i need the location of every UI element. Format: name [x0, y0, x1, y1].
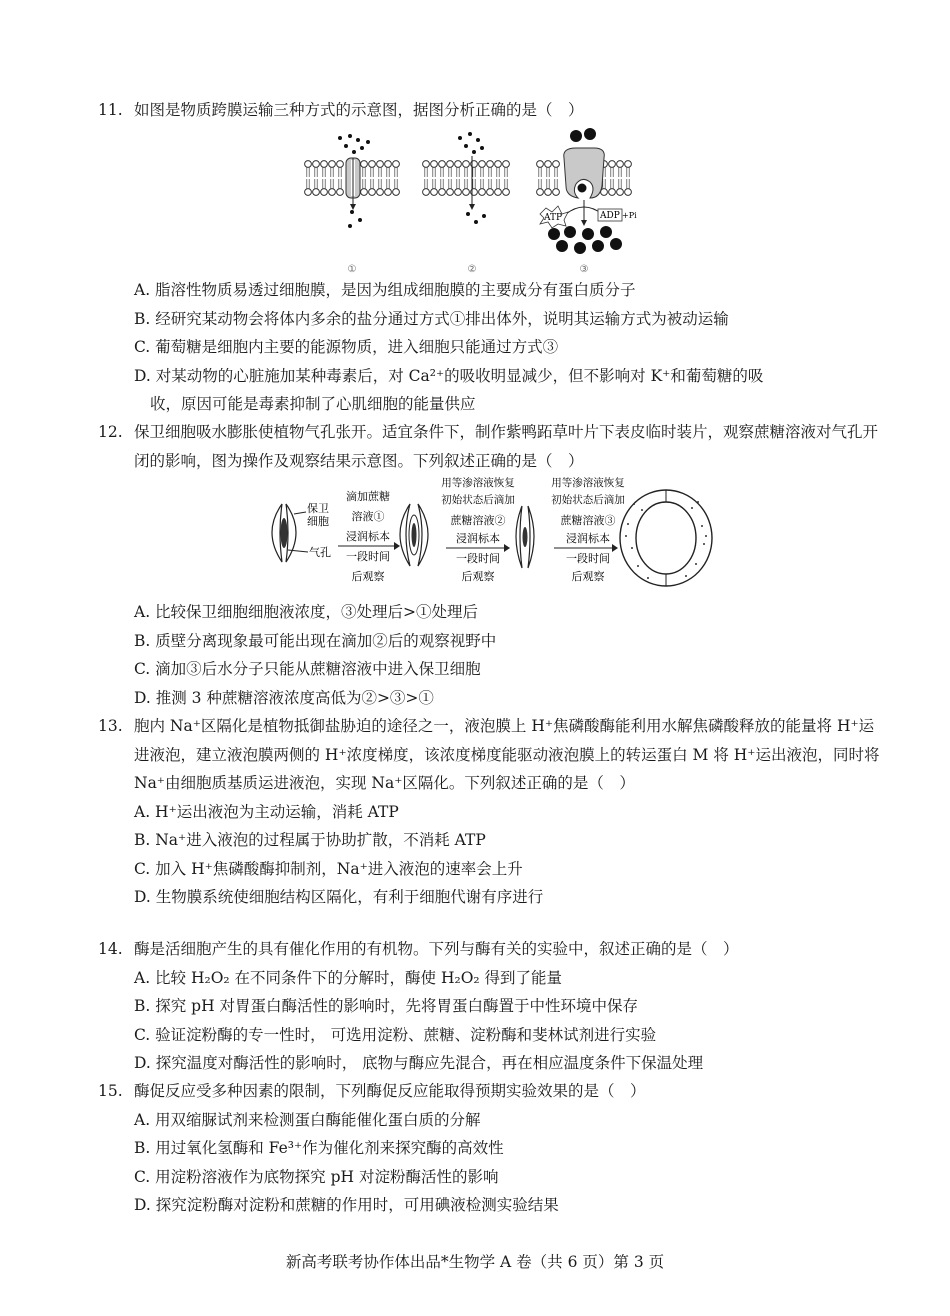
question-number: 11. — [98, 101, 123, 119]
option-a[interactable]: A. 用双缩脲试剂来检测蛋白酶能催化蛋白质的分解 — [134, 1110, 481, 1129]
option-b[interactable]: B. 探究 pH 对胃蛋白酶活性的影响时，先将胃蛋白酶置于中性环境中保存 — [134, 997, 639, 1015]
molecules-3 — [548, 226, 622, 254]
atp-label: ATP — [544, 213, 563, 223]
figure-label-1: ① — [347, 264, 357, 275]
step3-line4: 后观察 — [571, 570, 605, 583]
step3-line2: 浸润标本 — [566, 532, 610, 545]
step1-line5: 后观察 — [351, 570, 385, 583]
step2-line2: 浸润标本 — [456, 532, 500, 545]
option-b[interactable]: B. 用过氧化氢酶和 Fe³⁺作为催化剂来探究酶的高效性 — [134, 1139, 504, 1157]
step1-line4: 一段时间 — [346, 550, 390, 563]
step2-line4: 后观察 — [461, 570, 495, 583]
option-a[interactable]: A. H⁺运出液泡为主动运输，消耗 ATP — [134, 802, 399, 821]
question-stem: 保卫细胞吸水膨胀使植物气孔张开。适宜条件下，制作紫鸭跖草叶片下表皮临时装片，观察蔗糖溶液对气孔开闭的影响，图为操作及观察结果示意图。下列叙述正确的是（ ） — [134, 423, 879, 470]
stoma-after-2 — [516, 506, 534, 568]
option-c[interactable]: C. 验证淀粉酶的专一性时， 可选用淀粉、蔗糖、淀粉酶和斐林试剂进行实验 — [134, 1025, 657, 1044]
step1-line1: 滴加蔗糖 — [346, 490, 390, 503]
question-number: 14. — [98, 940, 123, 958]
figure-label-2: ② — [467, 264, 477, 275]
option-c[interactable]: C. 用淀粉溶液作为底物探究 pH 对淀粉酶活性的影响 — [134, 1167, 499, 1186]
question-12-options — [98, 598, 888, 712]
figure-label-3: ③ — [579, 264, 589, 275]
question-number: 12. — [98, 423, 123, 441]
option-d[interactable]: D. 推测 3 种蔗糖溶液浓度高低为②>③>① — [134, 688, 434, 707]
adp-label: ADP — [600, 211, 620, 221]
step1-line2: 溶液① — [351, 510, 385, 523]
question-number: 15. — [98, 1082, 123, 1100]
question-12 — [98, 418, 888, 475]
question-14 — [98, 935, 888, 1078]
question-11 — [98, 96, 888, 125]
option-d[interactable]: D. 探究温度对酶活性的影响时， 底物与酶应先混合，再在相应温度条件下保温处理 — [134, 1054, 704, 1072]
step2-top2: 初始状态后滴加 — [441, 494, 515, 506]
option-c[interactable]: C. 滴加③后水分子只能从蔗糖溶液中进入保卫细胞 — [134, 660, 481, 678]
option-b[interactable]: B. Na⁺进入液泡的过程属于协助扩散，不消耗 ATP — [134, 831, 486, 849]
option-c[interactable]: C. 葡萄糖是细胞内主要的能源物质，进入细胞只能通过方式③ — [134, 338, 559, 356]
step1-line3: 浸润标本 — [346, 530, 390, 543]
option-a[interactable]: A. 比较 H₂O₂ 在不同条件下的分解时，酶使 H₂O₂ 得到了能量 — [134, 968, 563, 987]
question-11-options — [98, 276, 888, 419]
cell-label-1: 保卫 — [307, 502, 329, 515]
pore-label: 气孔 — [309, 546, 331, 559]
cell-label-2: 细胞 — [307, 515, 329, 528]
option-b[interactable]: B. 经研究某动物会将体内多余的盐分通过方式①排出体外，说明其运输方式为被动运输 — [134, 309, 729, 328]
option-d-text: D. 对某动物的心脏施加某种毒素后，对 Ca²⁺的吸收明显减少，但不影响对 K⁺和葡萄糖的吸 — [134, 366, 764, 385]
membrane-1 — [305, 158, 400, 198]
step3-top1: 用等渗溶液恢复 — [551, 477, 625, 489]
question-stem: 酶是活细胞产生的具有催化作用的有机物。下列与酶有关的实验中，叙述正确的是（ ） — [134, 940, 739, 958]
question-stem: 如图是物质跨膜运输三种方式的示意图，据图分析正确的是（ ） — [134, 101, 584, 119]
step2-line3: 一段时间 — [456, 552, 500, 565]
option-d-continuation: 收，原因可能是毒素抑制了心肌细胞的能量供应 — [150, 395, 476, 413]
step2-top1: 用等渗溶液恢复 — [441, 477, 515, 489]
question-number: 13. — [98, 717, 123, 735]
carrier-molecule — [578, 184, 587, 193]
step3-line3: 一段时间 — [566, 552, 610, 565]
page-footer: 新高考联考协作体出品*生物学 A 卷（共 6 页）第 3 页 — [285, 1253, 665, 1271]
stoma-initial — [272, 504, 296, 562]
option-d[interactable]: D. 生物膜系统使细胞结构区隔化，有利于细胞代谢有序进行 — [134, 888, 544, 906]
option-d[interactable]: D. 探究淀粉酶对淀粉和蔗糖的作用时，可用碘液检测实验结果 — [134, 1196, 559, 1214]
membrane-transport-figure — [300, 128, 650, 276]
option-b[interactable]: B. 质壁分离现象最可能出现在滴加②后的观察视野中 — [134, 631, 497, 650]
stomata-figure — [256, 474, 718, 594]
question-stem: 酶促反应受多种因素的限制，下列酶促反应能取得预期实验效果的是（ ） — [134, 1082, 646, 1100]
pi-label: +Pi — [622, 211, 637, 220]
option-d[interactable] — [134, 362, 888, 419]
question-13 — [98, 712, 888, 912]
option-c[interactable]: C. 加入 H⁺焦磷酸酶抑制剂，Na⁺进入液泡的速率会上升 — [134, 859, 523, 878]
stoma-after-3 — [620, 490, 712, 586]
stoma-after-1 — [400, 504, 428, 566]
step3-line1: 蔗糖溶液③ — [560, 514, 616, 527]
question-15 — [98, 1077, 888, 1220]
option-a[interactable]: A. 脂溶性物质易透过细胞膜，是因为组成细胞膜的主要成分有蛋白质分子 — [134, 281, 636, 299]
step2-line1: 蔗糖溶液② — [450, 514, 506, 527]
question-stem: 胞内 Na⁺区隔化是植物抵御盐胁迫的途径之一，液泡膜上 H⁺焦磷酸酶能利用水解焦磷酸释放的能量将 H⁺运进液泡，建立液泡膜两侧的 H⁺浓度梯度，该浓度梯度能驱动液泡膜上的转运蛋白 M 将 H⁺运出液泡，同时将 Na⁺由细胞质基质运进液泡，实现 Na⁺区隔化。下列叙述正确的是（ ） — [134, 717, 880, 792]
step3-top2: 初始状态后滴加 — [551, 494, 625, 506]
option-a[interactable]: A. 比较保卫细胞细胞液浓度，③处理后>①处理后 — [134, 603, 479, 621]
membrane-2 — [423, 161, 510, 196]
